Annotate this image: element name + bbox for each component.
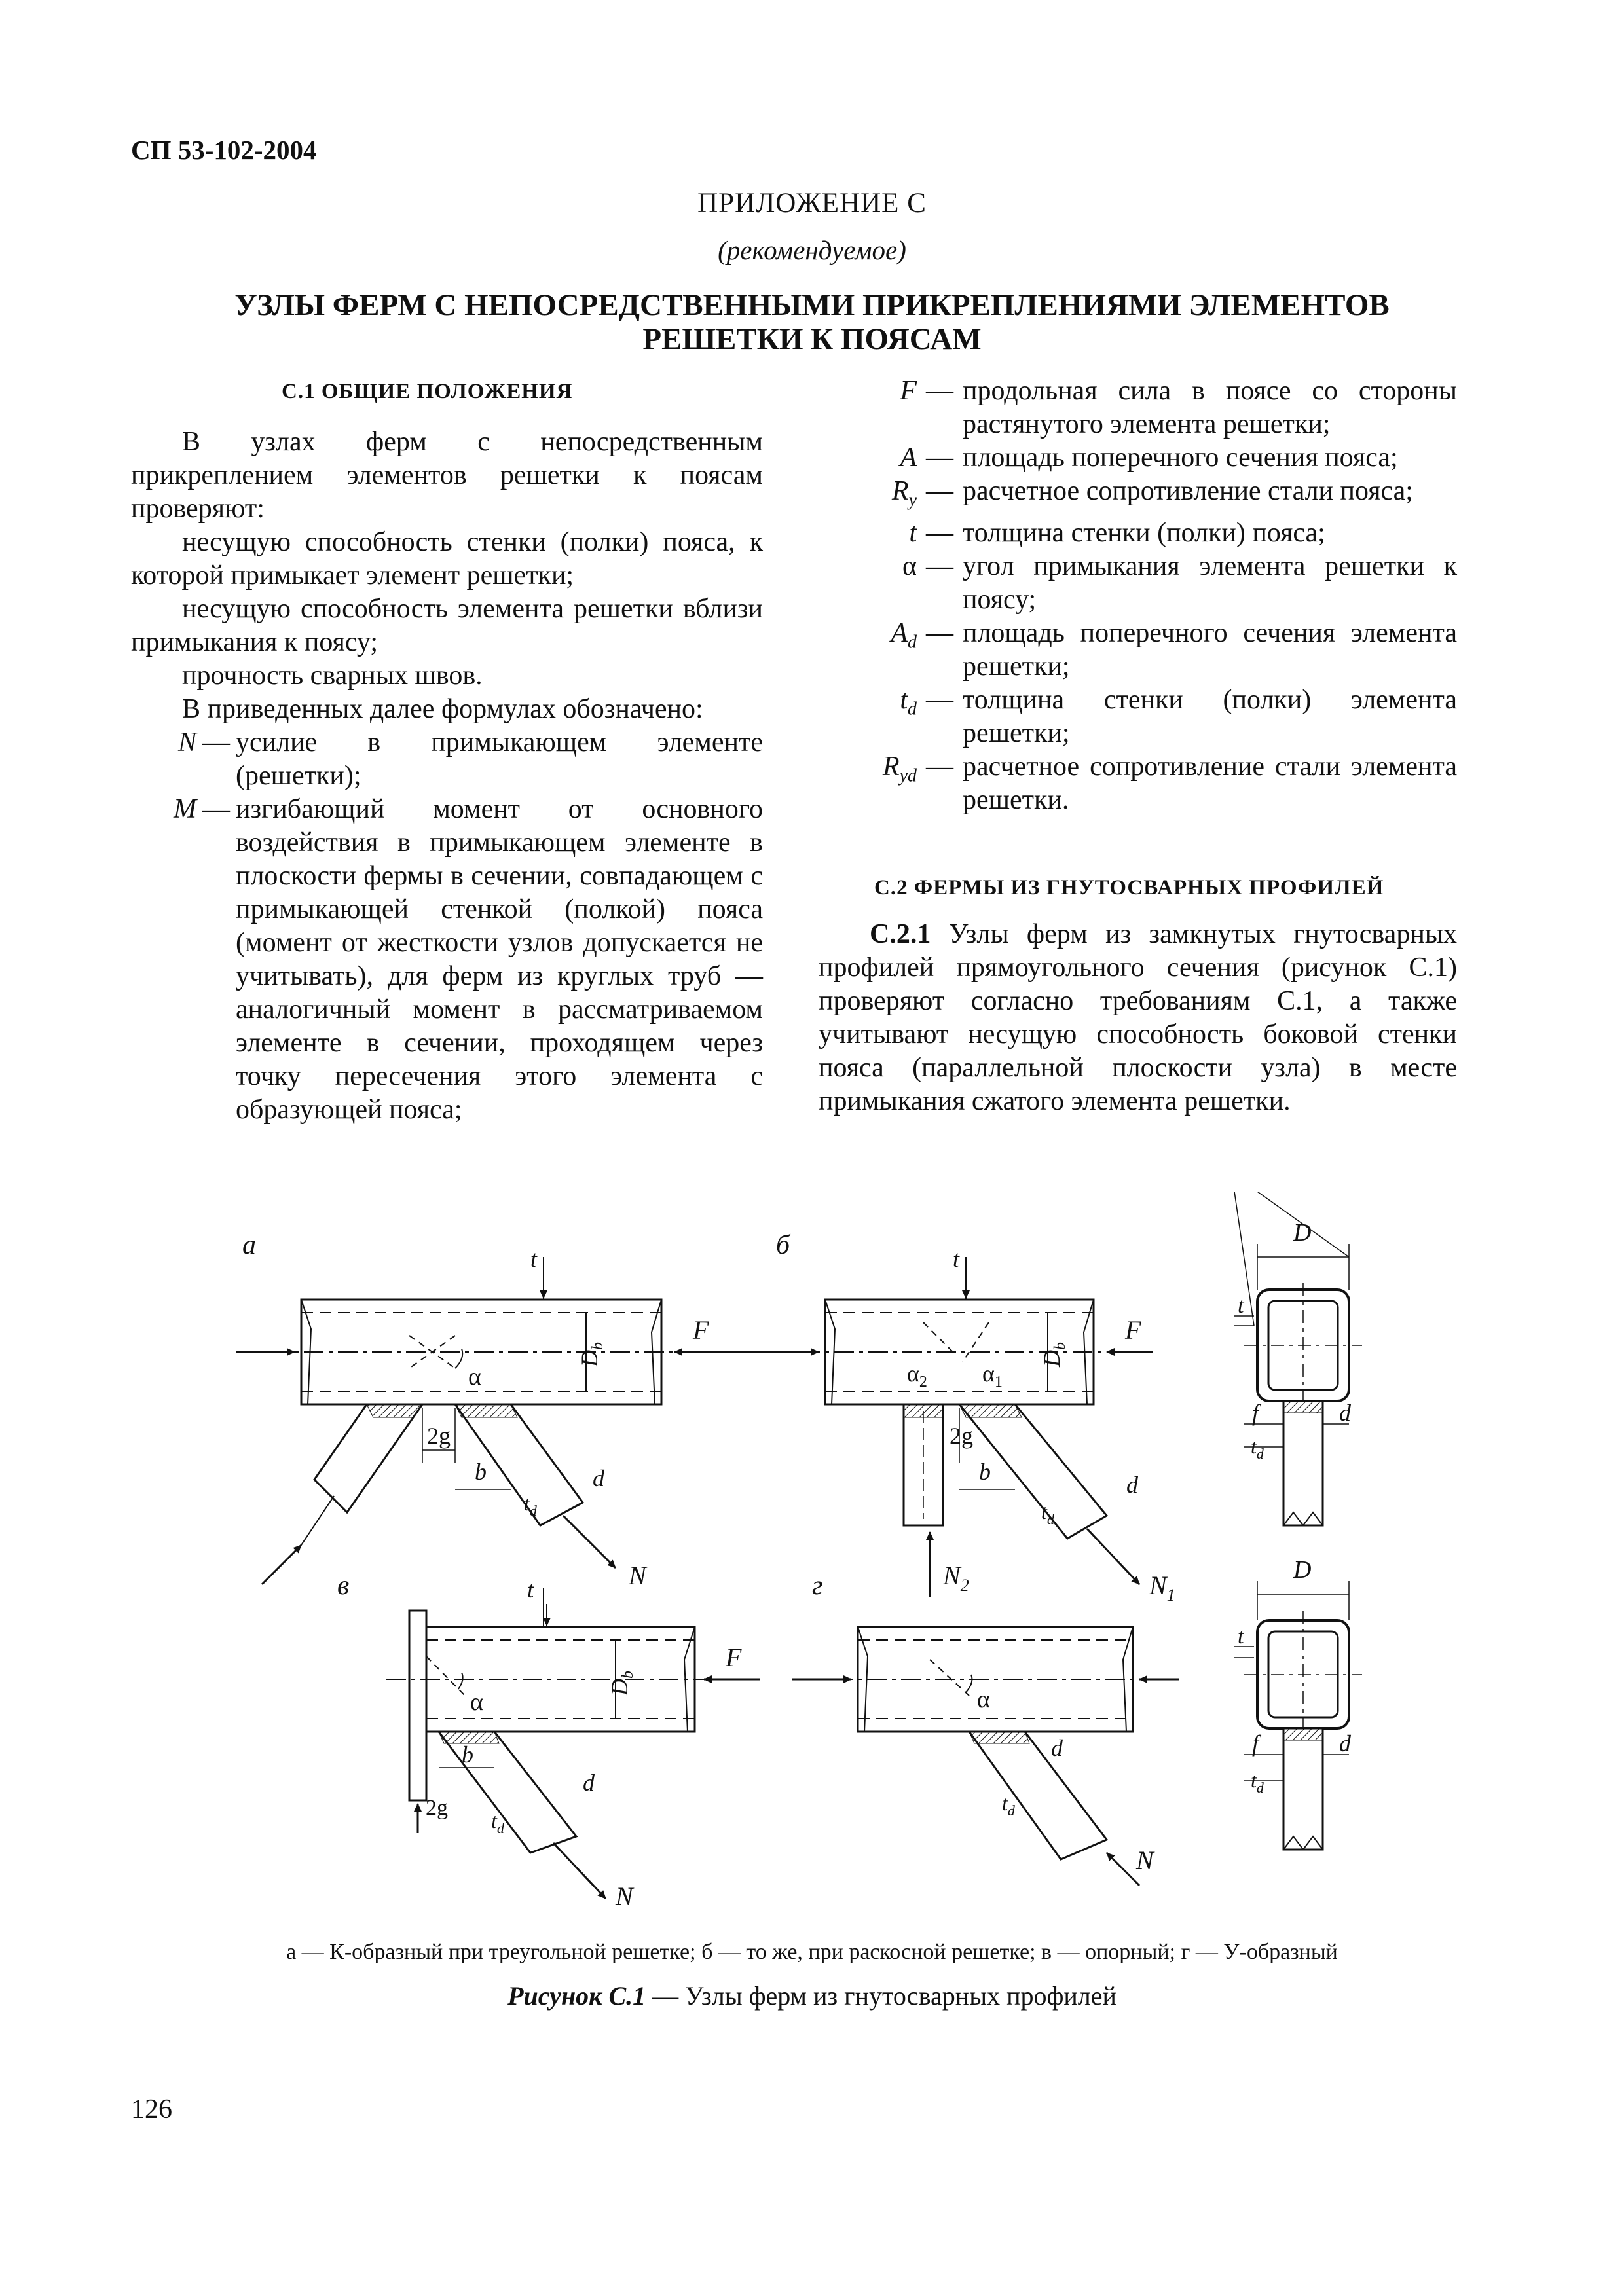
definition-dash: — bbox=[926, 518, 953, 549]
definition-item bbox=[131, 726, 763, 793]
figure-legend: а — К-образный при треугольной решетке; б — то же, при раскосной решетке; в — опорный; г — У-образный bbox=[286, 1940, 1338, 1964]
label-td: $t_d$ bbox=[1041, 1500, 1054, 1527]
label-td: $t_d$ bbox=[1002, 1791, 1015, 1819]
definition-symbol: M bbox=[174, 794, 196, 824]
clause-text: Узлы ферм из замкнутых гнутосварных профилей прямоугольного сечения (рисунок С.1) проверяют согласно требованиям С.1, а также учитывают несущую способность боковой стенки пояса (параллельной плоскости узла) в месте примыкания сжатого элемента решетки. bbox=[819, 919, 1458, 1116]
panel-label-a: а bbox=[242, 1230, 256, 1260]
definition-dash: — bbox=[202, 727, 230, 757]
label-f: f bbox=[1252, 1730, 1259, 1757]
figure-caption bbox=[0, 1980, 1624, 2011]
label-N: N bbox=[1136, 1846, 1154, 1875]
definition-symbol: A bbox=[900, 443, 917, 473]
annex-status: (рекомендуемое) bbox=[718, 235, 906, 265]
clause-c21 bbox=[819, 918, 1457, 1118]
definition-item bbox=[845, 475, 1457, 517]
right-definitions bbox=[845, 374, 1457, 817]
definition-item bbox=[131, 793, 763, 1127]
definition-symbol: $R_y$ bbox=[891, 476, 917, 511]
definition-text: изгибающий момент от основного воздействия в примыкающем элементе в плоскости фермы в сечении, совпадающем с примыкающей стенкой (полкой) пояса (момент от жесткости узлов допускается не учитывать), для ферм из круглых труб — аналогичный момент в рассматриваемом элементе в сечении, проходящем через точку пересечения этого элемента с образующей пояса; bbox=[236, 794, 763, 1125]
notation-intro: В приведенных далее формулах обозначено: bbox=[182, 694, 703, 724]
check-item: прочность сварных швов. bbox=[182, 661, 483, 691]
section-1-heading: С.1 ОБЩИЕ ПОЛОЖЕНИЯ bbox=[282, 380, 573, 403]
label-alpha1: $\alpha_1$ bbox=[982, 1360, 1003, 1391]
definition-symbol: α bbox=[902, 551, 917, 582]
figure-c1 bbox=[196, 1192, 1454, 1918]
panel-label-b: б bbox=[776, 1230, 790, 1260]
definition-text: толщина стенки (полки) элемента решетки; bbox=[963, 685, 1457, 749]
definition-dash: — bbox=[926, 752, 953, 782]
document-code: СП 53-102-2004 bbox=[131, 135, 317, 165]
label-Db: $D_b$ bbox=[606, 1671, 637, 1696]
label-b: b bbox=[475, 1459, 487, 1485]
definition-text: продольная сила в поясе со стороны растянутого элемента решетки; bbox=[963, 376, 1457, 439]
section-2-heading: С.2 ФЕРМЫ ИЗ ГНУТОСВАРНЫХ ПРОФИЛЕЙ bbox=[874, 876, 1384, 900]
label-td: $t_d$ bbox=[524, 1491, 537, 1519]
label-b: b bbox=[979, 1459, 991, 1485]
label-N: N bbox=[629, 1561, 646, 1590]
definition-dash: — bbox=[926, 685, 953, 716]
label-alpha: α bbox=[470, 1688, 483, 1716]
label-alpha2: $\alpha_2$ bbox=[907, 1360, 927, 1391]
label-d: d bbox=[1339, 1730, 1351, 1757]
figure-caption-label: Рисунок С.1 bbox=[507, 1981, 646, 2011]
definition-text: площадь поперечного сечения пояса; bbox=[963, 443, 1398, 473]
label-td: $t_d$ bbox=[491, 1809, 504, 1836]
label-D: D bbox=[1293, 1556, 1312, 1584]
definition-symbol: t bbox=[909, 518, 917, 549]
label-d: d bbox=[1339, 1400, 1351, 1426]
label-N1: $N_1$ bbox=[1149, 1571, 1175, 1605]
definition-symbol: $t_d$ bbox=[900, 685, 917, 720]
definition-item bbox=[845, 441, 1457, 475]
left-definitions bbox=[131, 726, 763, 1127]
definition-item bbox=[845, 517, 1457, 550]
label-F: F bbox=[1125, 1315, 1141, 1345]
label-N: N bbox=[616, 1882, 633, 1911]
label-alpha: α bbox=[468, 1363, 481, 1391]
label-d: d bbox=[583, 1770, 595, 1796]
label-2g: 2g bbox=[950, 1423, 973, 1449]
annex-title-line-2: РЕШЕТКИ К ПОЯСАМ bbox=[642, 322, 982, 356]
label-t: t bbox=[530, 1246, 538, 1272]
definition-item bbox=[845, 550, 1457, 617]
definition-item bbox=[845, 374, 1457, 441]
label-F: F bbox=[726, 1643, 742, 1672]
label-Db: $D_b$ bbox=[1039, 1342, 1069, 1367]
check-item: несущую способность стенки (полки) пояса, к которой примыкает элемент решетки; bbox=[131, 527, 763, 591]
label-d: d bbox=[1126, 1472, 1138, 1498]
node-panel-a bbox=[236, 1257, 733, 1584]
node-panel-g bbox=[792, 1627, 1179, 1886]
label-Db: $D_b$ bbox=[576, 1342, 606, 1367]
label-td: $t_d$ bbox=[1251, 1768, 1264, 1796]
definition-dash: — bbox=[926, 618, 953, 649]
clause-number: С.2.1 bbox=[870, 919, 931, 949]
node-panel-b bbox=[733, 1257, 1153, 1597]
label-D: D bbox=[1293, 1219, 1312, 1247]
label-d: d bbox=[1051, 1735, 1063, 1761]
page-number: 126 bbox=[131, 2094, 172, 2124]
definition-symbol: $A_d$ bbox=[891, 618, 917, 653]
definition-text: усилие в примыкающем элементе (решетки); bbox=[236, 727, 763, 791]
definition-symbol: F bbox=[900, 376, 917, 406]
left-column bbox=[131, 426, 763, 1127]
definition-item bbox=[845, 617, 1457, 683]
panel-label-v: в bbox=[337, 1571, 350, 1601]
node-panel-v bbox=[386, 1588, 760, 1899]
label-N2: $N_2$ bbox=[943, 1561, 969, 1595]
definition-item bbox=[845, 750, 1457, 817]
label-2g: 2g bbox=[427, 1423, 451, 1449]
definition-text: толщина стенки (полки) пояса; bbox=[963, 518, 1325, 549]
label-b: b bbox=[462, 1741, 473, 1768]
label-alpha: α bbox=[977, 1686, 990, 1713]
definition-dash: — bbox=[926, 443, 953, 473]
check-item: несущую способность элемента решетки вблизи примыкания к поясу; bbox=[131, 594, 763, 657]
definition-text: площадь поперечного сечения элемента решетки; bbox=[963, 618, 1457, 682]
definition-dash: — bbox=[926, 551, 953, 582]
definition-dash: — bbox=[926, 376, 953, 406]
label-td: $t_d$ bbox=[1251, 1434, 1264, 1462]
definition-text: угол примыкания элемента решетки к поясу; bbox=[963, 551, 1457, 615]
annex-label: ПРИЛОЖЕНИЕ С bbox=[697, 188, 927, 219]
definition-dash: — bbox=[926, 476, 953, 506]
definition-item bbox=[845, 683, 1457, 750]
label-2g: 2g bbox=[426, 1796, 448, 1820]
definition-dash: — bbox=[202, 794, 230, 824]
definition-symbol: $R_{yd}$ bbox=[882, 752, 917, 786]
definition-text: расчетное сопротивление стали элемента решетки. bbox=[963, 752, 1457, 816]
label-d: d bbox=[593, 1465, 604, 1491]
label-t: t bbox=[527, 1576, 534, 1603]
annex-title-line-1: УЗЛЫ ФЕРМ С НЕПОСРЕДСТВЕННЫМИ ПРИКРЕПЛЕНИЯМИ ЭЛЕМЕНТОВ bbox=[234, 288, 1390, 322]
label-t: t bbox=[1238, 1624, 1244, 1649]
label-f: f bbox=[1252, 1400, 1259, 1426]
cross-section-lower bbox=[1234, 1581, 1362, 1850]
label-t: t bbox=[1238, 1294, 1244, 1318]
intro-paragraph: В узлах ферм с непосредственным прикреплением элементов решетки к поясам проверяют: bbox=[131, 427, 763, 524]
definition-text: расчетное сопротивление стали пояса; bbox=[963, 476, 1413, 506]
label-t: t bbox=[953, 1246, 960, 1272]
panel-label-g: г bbox=[812, 1571, 823, 1601]
label-F: F bbox=[693, 1315, 709, 1345]
definition-symbol: N bbox=[177, 727, 196, 757]
figure-caption-text: — Узлы ферм из гнутосварных профилей bbox=[646, 1981, 1116, 2011]
annex-title bbox=[131, 288, 1493, 356]
